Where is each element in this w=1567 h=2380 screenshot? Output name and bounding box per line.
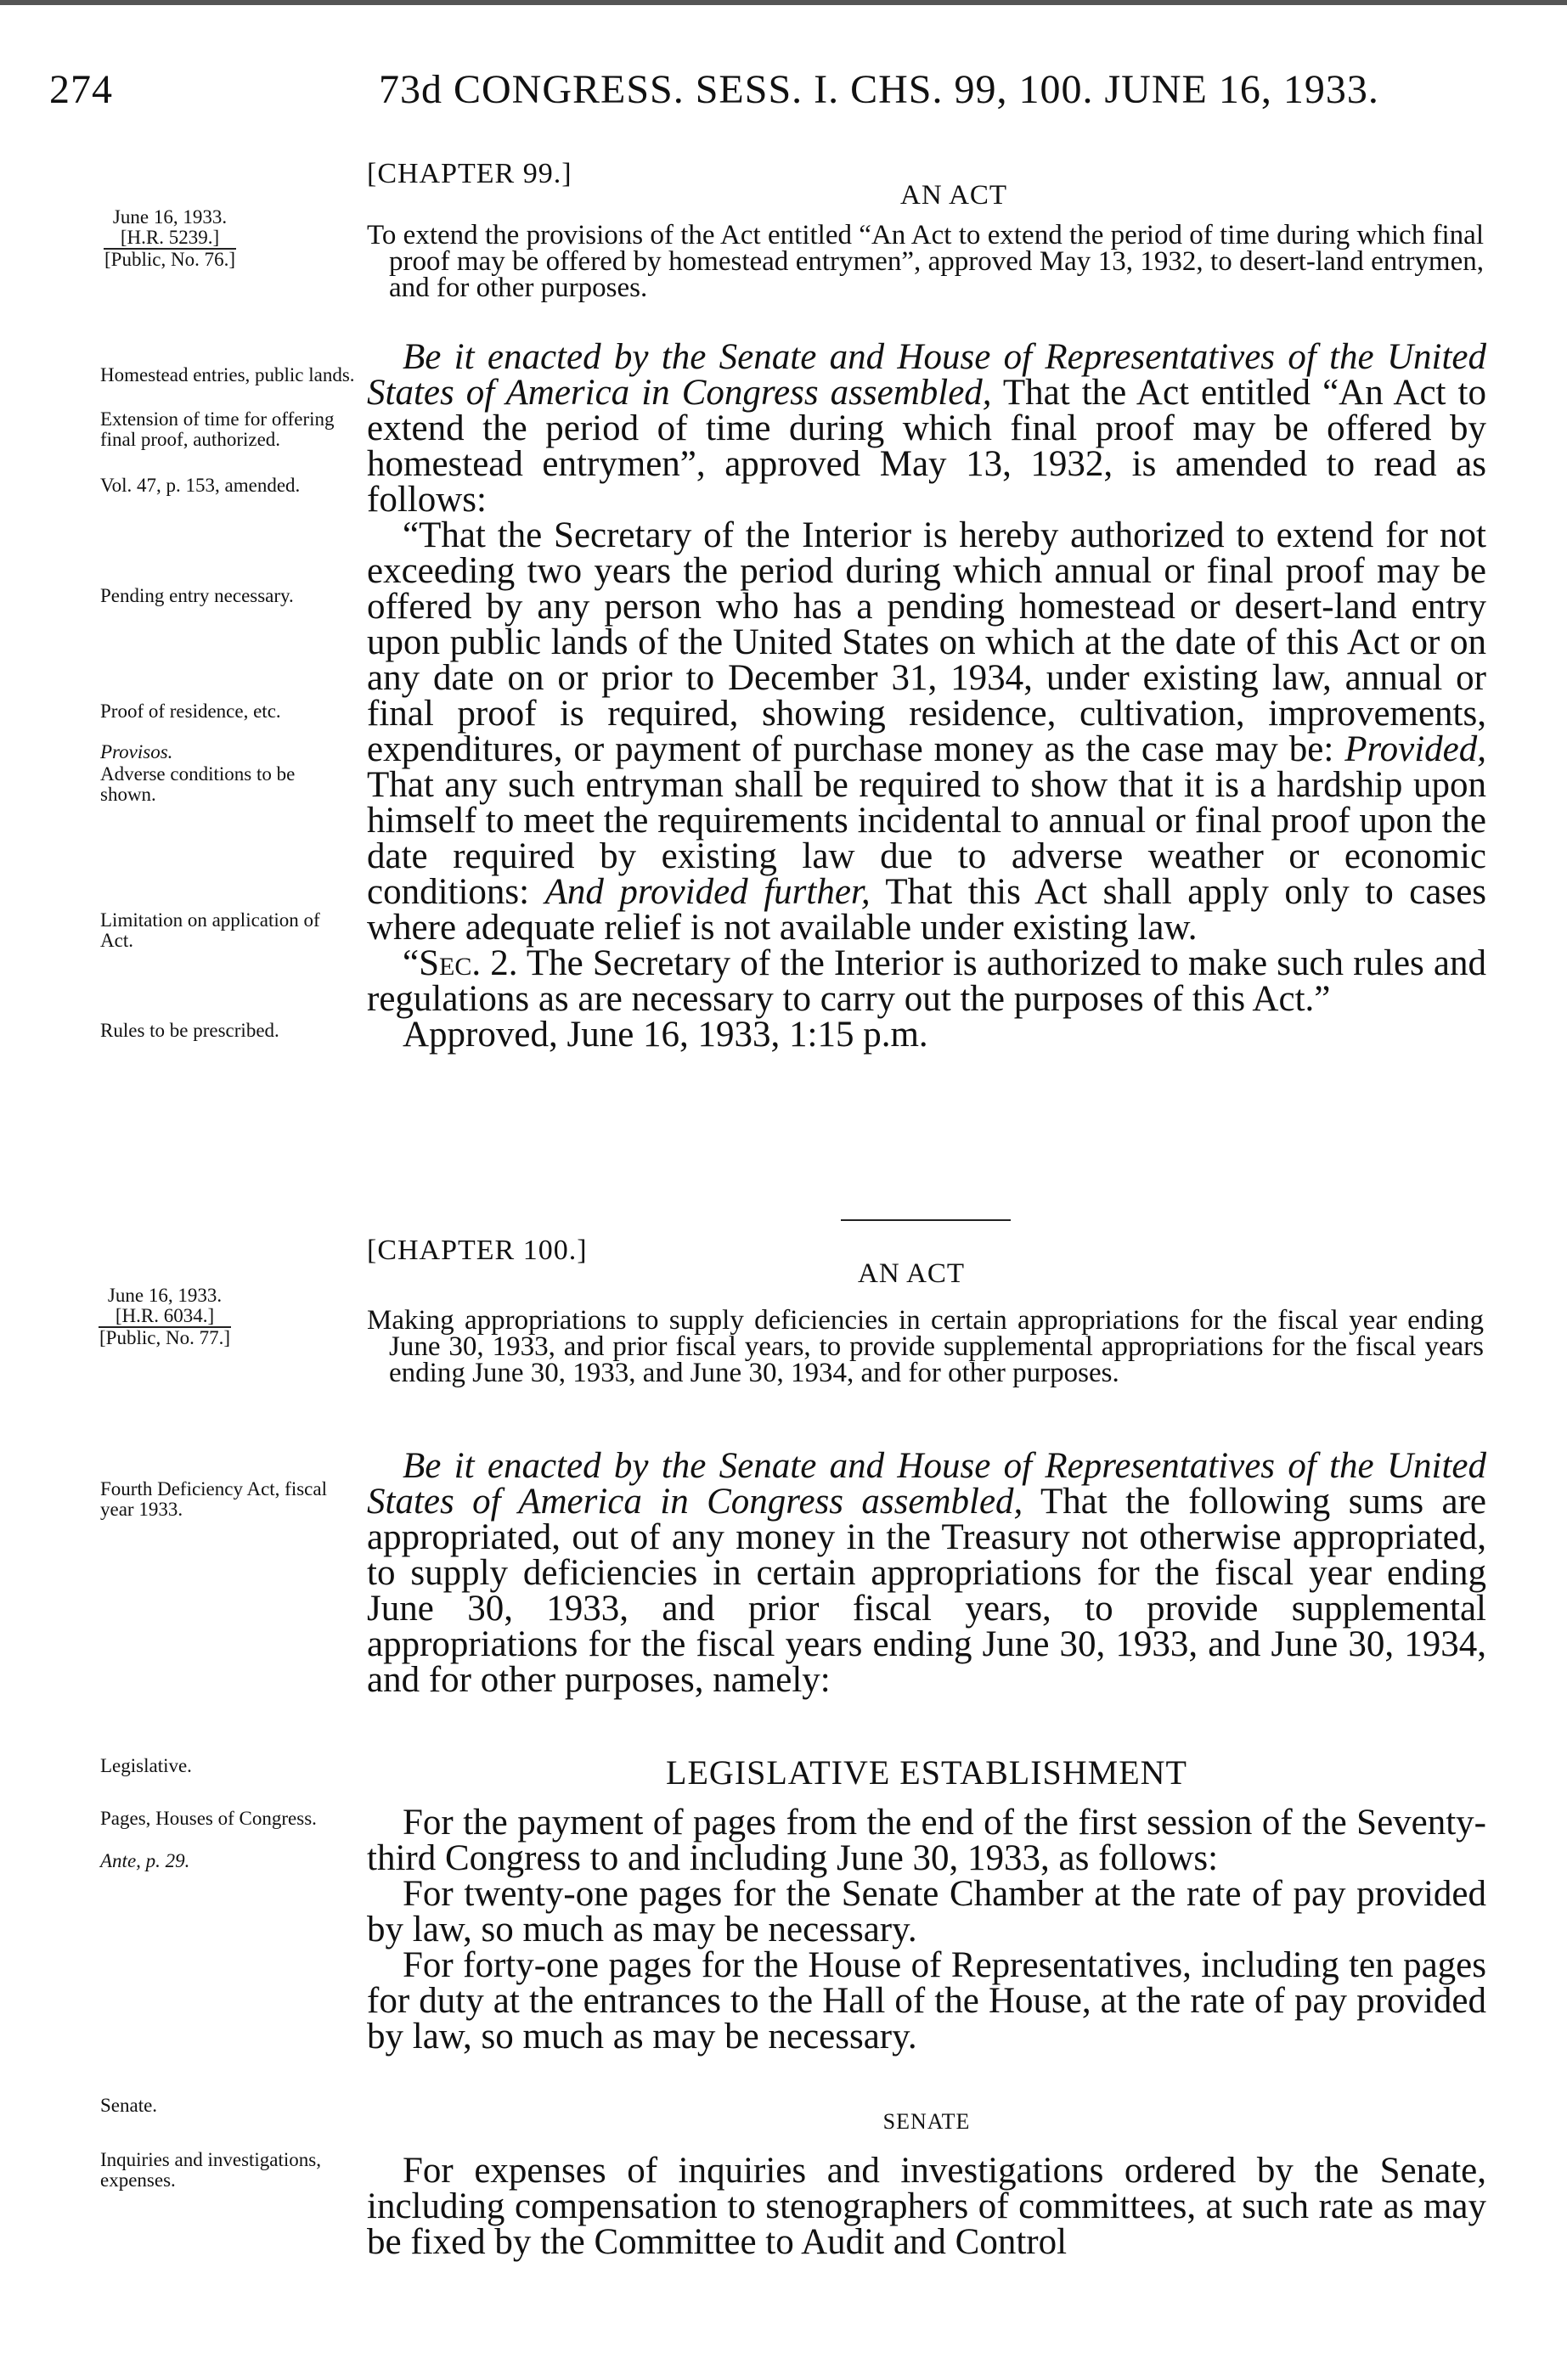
chapter-99-date: June 16, 1933. <box>112 206 228 228</box>
chapter-100-enacting-rest: That the following sums are appropriated, out of any money in the Treasury not otherwise appropriated, to supply deficiencies in certain appropriations for the fiscal year ending June 30, 1933, and prior fiscal years, to provide supplemental appropriations for the fiscal years ending June 30, 1933, and June 30, 1934, and for other purposes, namely: <box>367 1482 1487 1700</box>
sidenote-fourth-deficiency: Fourth Deficiency Act, fiscal year 1933. <box>100 1478 327 1520</box>
chapter-100-label: [CHAPTER 100.] <box>367 1235 588 1266</box>
sidenote-provisos-wrap <box>100 742 355 762</box>
chapter-100-bill: [H.R. 6034.] <box>99 1306 231 1328</box>
sidenote-inquiries: Inquiries and investigations, expenses. <box>100 2149 321 2191</box>
chapter-99-approved: Approved, June 16, 1933, 1:15 p.m. <box>403 1015 928 1055</box>
chapter-99-enacting-clause <box>367 337 1486 520</box>
chapter-99-summary <box>367 222 1484 301</box>
top-border <box>0 0 1567 5</box>
heading-legislative-establishment: LEGISLATIVE ESTABLISHMENT <box>666 1753 1187 1792</box>
sidenote-ante: Ante, p. 29. <box>100 1850 190 1871</box>
chapter-99-provided-further: And provided further, <box>544 872 871 912</box>
chapter-100-meta <box>46 1286 284 1348</box>
chapter-99-act-heading: AN ACT <box>900 180 1008 211</box>
sidenote-rules: Rules to be prescribed. <box>100 1020 279 1041</box>
chapter-99-label: [CHAPTER 99.] <box>367 158 572 189</box>
sidenote-limitation: Limitation on application of Act. <box>100 909 320 951</box>
pages-intro: For the payment of pages from the end of the first session of the Seventy-third Congress to and including June 30, 1933, as follows: <box>367 1803 1486 1878</box>
chapter-separator-rule <box>841 1219 1011 1221</box>
sidenote-senate: Senate. <box>100 2095 158 2116</box>
pages-senate: For twenty-one pages for the Senate Chamber at the rate of pay provided by law, so much as may be necessary. <box>367 1874 1486 1950</box>
chapter-100-senate-section <box>367 2153 1486 2260</box>
chapter-100-pages-section <box>367 1805 1486 2055</box>
sidenote-extension: Extension of time for offering final proof, authorized. <box>100 408 335 450</box>
sidenote-adverse: Adverse conditions to be shown. <box>100 763 296 805</box>
sidenote-pending: Pending entry necessary. <box>100 585 294 606</box>
sidenote-pages: Pages, Houses of Congress. <box>100 1808 317 1829</box>
chapter-99-para1-b: That any such entryman shall be required to show that it is a hardship upon himself to meet the requirements incidental to annual or final proof upon the date required by existing law due to adverse weather or economic conditions: <box>367 765 1486 912</box>
chapter-100-enacting-clause <box>367 1446 1487 1700</box>
inquiries-paragraph: For expenses of inquiries and investigations ordered by the Senate, including compensation to stenographers of committees, at such rate as may be fixed by the Committee to Audit and Control <box>367 2151 1486 2262</box>
sidenote-ante-wrap <box>100 1851 355 1871</box>
chapter-99-para1-a: “That the Secretary of the Interior is hereby authorized to extend for not exceeding two years the period during which annual or final proof may be offered by any person who has a pending homestead or desert-land entry upon public lands of the United States on which at the date of this Act or on any date on or prior to December 31, 1934, under existing law, annual or final proof is required, showing residence, cultivation, improvements, expenditures, or payment of purchase money as the case may be: <box>367 515 1486 769</box>
chapter-99-summary-text: To extend the provisions of the Act entitled “An Act to extend the period of time during which final proof may be offered by homestead entrymen”, approved May 13, 1932, to desert-land entrymen, and for other purposes. <box>367 220 1484 303</box>
sidenote-legislative: Legislative. <box>100 1755 192 1776</box>
chapter-100-public-no: [Public, No. 77.] <box>99 1327 230 1348</box>
sidenote-vol: Vol. 47, p. 153, amended. <box>100 475 301 496</box>
page-number: 274 <box>49 67 113 112</box>
chapter-99-public-no: [Public, No. 76.] <box>104 249 235 270</box>
chapter-100-enacting <box>367 1446 1487 1700</box>
heading-senate: SENATE <box>882 2109 971 2134</box>
chapter-99-body <box>367 337 1487 1055</box>
chapter-99-enacting-italic: Be it enacted by the Senate and House of Representatives of the United States of America in Congress assembled, <box>367 337 1486 413</box>
chapter-100-summary-text: Making appropriations to supply deficiencies in certain appropriations for the fiscal year ending June 30, 1933, and prior fiscal years, to provide supplemental appropriations for the fiscal years ending June 30, 1933, and June 30, 1934, and for other purposes. <box>367 1305 1484 1388</box>
sidenote-proof: Proof of residence, etc. <box>100 700 281 722</box>
running-title: 73d CONGRESS. SESS. I. CHS. 99, 100. JUNE 16, 1933. <box>379 67 1379 112</box>
chapter-99-section-2 <box>367 943 1486 1019</box>
chapter-99-sec2-open: “ <box>403 943 420 983</box>
chapter-100-date: June 16, 1933. <box>107 1285 223 1306</box>
chapter-99-bill: [H.R. 5239.] <box>104 228 236 250</box>
chapter-99-provided: Provided, <box>1344 729 1486 769</box>
chapter-99-meta <box>51 207 289 270</box>
chapter-99-para1-c: That this Act shall apply only to cases where adequate relief is not available under existing law. <box>367 872 1487 948</box>
chapter-99-sec2-text: 2. The Secretary of the Interior is authorized to make such rules and regulations as are necessary to carry out the purposes of this Act.” <box>367 943 1486 1019</box>
chapter-100-act-heading: AN ACT <box>858 1258 966 1289</box>
sidenote-homestead: Homestead entries, public lands. <box>100 364 355 385</box>
chapter-99-section-1 <box>367 515 1487 948</box>
chapter-99-sec2-label: Sec. <box>419 943 482 983</box>
sidenote-provisos: Provisos. <box>100 741 173 762</box>
chapter-100-summary <box>367 1305 1484 1388</box>
pages-house: For forty-one pages for the House of Representatives, including ten pages for duty at the entrances to the Hall of the House, at the rate of pay provided by law, so much as may be necessary. <box>367 1945 1486 2056</box>
chapter-99-enacting-rest: That the Act entitled “An Act to extend the period of time during which final proof may be offered by homestead entrymen”, approved May 13, 1932, is amended to read as follows: <box>367 373 1486 520</box>
chapter-100-enacting-italic: Be it enacted by the Senate and House of Representatives of the United States of America in Congress assembled, <box>367 1446 1486 1522</box>
